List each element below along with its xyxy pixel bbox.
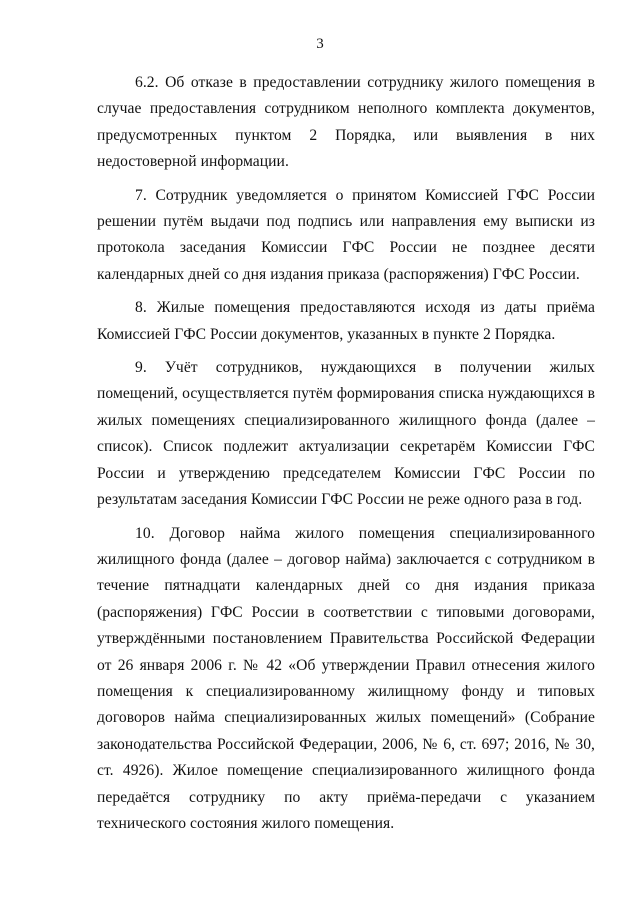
paragraph-9: 9. Учёт сотрудников, нуждающихся в получении жилых помещений, осуществляется путём формирования списка нуждающихся в жилых помещениях специализированного жилищного фонда (далее – список). Список подлежит актуализации секретарём Комиссии ГФС России и утверждению председателем Комиссии ГФС России по результатам заседания Комиссии ГФС России не реже одного раза в год. (97, 359, 595, 509)
page-number: 3 (316, 36, 324, 52)
paragraph-7: 7. Сотрудник уведомляется о принятом Комиссией ГФС России решении путём выдачи под подпись или направления ему выписки из протокола заседания Комиссии ГФС России не позднее десяти календарных дней со дня издания приказа (распоряжения) ГФС России. (97, 186, 595, 283)
paragraph-8: 8. Жилые помещения предоставляются исходя из даты приёма Комиссией ГФС России документов, указанных в пункте 2 Порядка. (97, 299, 595, 343)
paragraph-6-2: 6.2. Об отказе в предоставлении сотруднику жилого помещения в случае предоставления сотрудником неполного комплекта документов, предусмотренных пунктом 2 Порядка, или выявления в них недостоверной информации. (97, 74, 595, 171)
document-body (97, 70, 595, 844)
paragraph-10: 10. Договор найма жилого помещения специализированного жилищного фонда (далее – договор найма) заключается с сотрудником в течение пятнадцати календарных дней со дня издания приказа (распоряжения) ГФС России в соответствии с типовыми договорами, утверждёнными постановлением Правительства Российской Федерации от 26 января 2006 г. № 42 «Об утверждении Правил отнесения жилого помещения к специализированному жилищному фонду и типовых договоров найма специализированных жилых помещений» (Собрание законодательства Российской Федерации, 2006, № 6, ст. 697; 2016, № 30, ст. 4926). Жилое помещение специализированного жилищного фонда передаётся сотруднику по акту приёма-передачи с указанием технического состояния жилого помещения. (97, 524, 595, 832)
